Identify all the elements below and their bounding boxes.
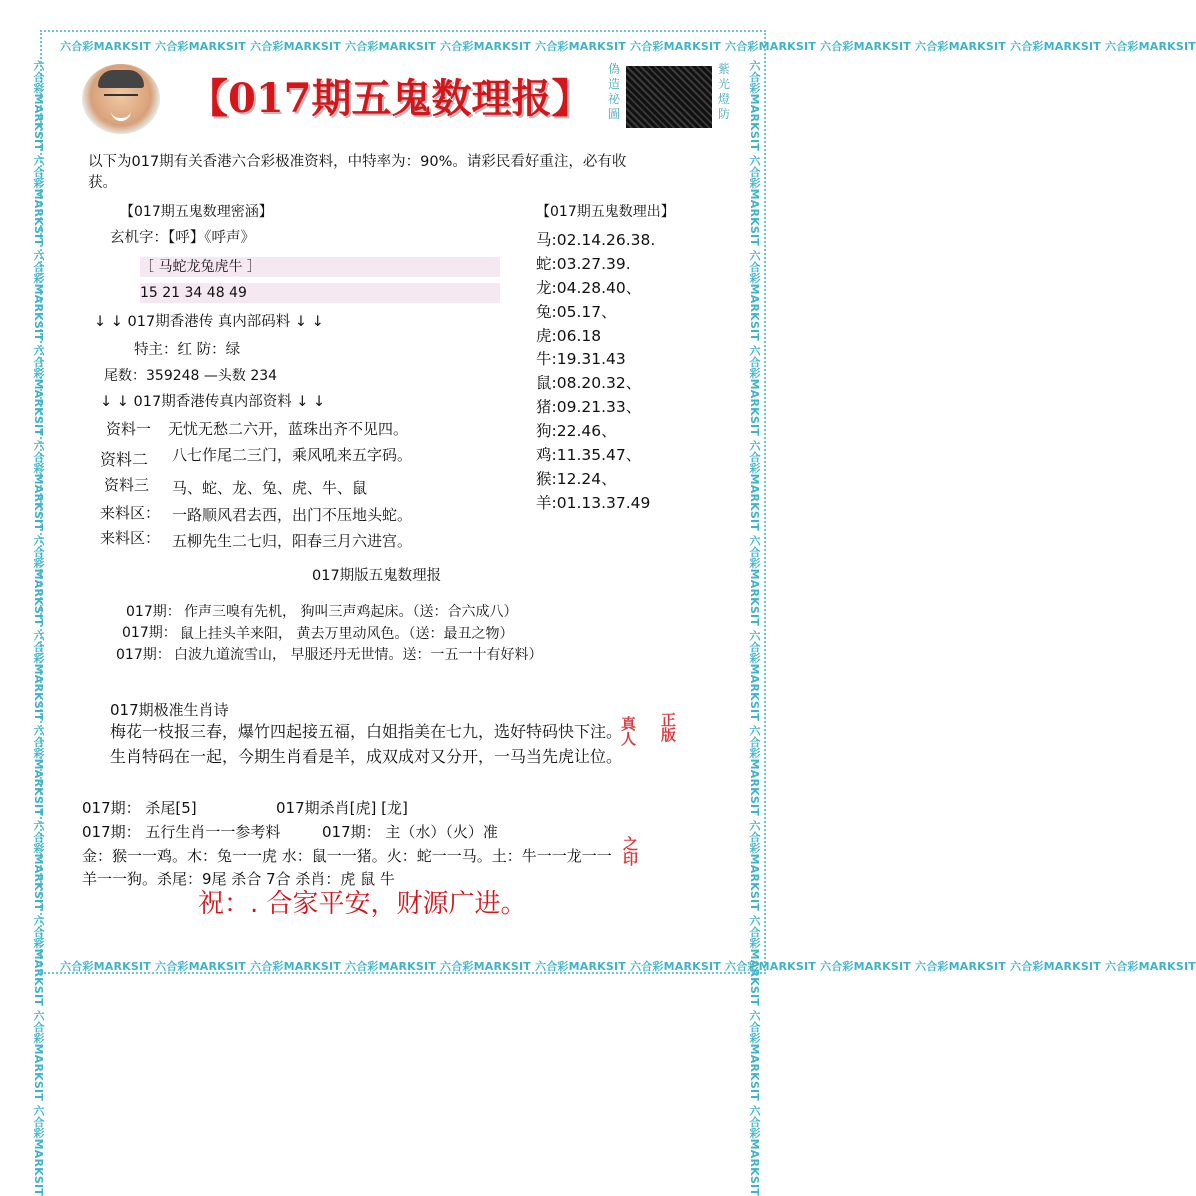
red-seal-stamp: 之印 [621, 836, 639, 866]
special-main-text: 特主：红 防：绿 [134, 342, 241, 358]
zodiac-set: ［ 马蛇龙兔虎牛 ］ [140, 257, 500, 277]
numbers-panel-heading: 【017期五鬼数理出】 [536, 204, 675, 220]
data-item-label: 来料区： [100, 504, 161, 522]
data-item-label: 来料区： [100, 529, 161, 547]
data-item-text: 八七作尾二三门，乘风吼来五字码。 [172, 446, 413, 464]
zodiac-number-row: 羊:01.13.37.49 [536, 494, 651, 512]
version-heading: 017期版五鬼数理报 [312, 568, 442, 584]
zodiac-number-row: 马:02.14.26.38. [536, 231, 656, 249]
tail-head-numbers: 尾数：359248 —头数 234 [104, 368, 278, 384]
zodiac-number-row: 蛇:03.27.39. [536, 255, 631, 273]
border-text-right: 六合彩MARKSIT 六合彩MARKSIT 六合彩MARKSIT 六合彩MARKSIT 六合彩MARKSIT 六合彩MARKSIT 六合彩MARKSIT 六合彩MARKSIT 六合彩MARKSIT 六合彩MARKSIT 六合彩MARKSIT 六合彩MARKSIT [748, 60, 761, 1196]
kill-zodiac-text: 017期杀肖[虎] [龙] [276, 799, 408, 817]
border-text-bottom: 六合彩MARKSIT 六合彩MARKSIT 六合彩MARKSIT 六合彩MARKSIT 六合彩MARKSIT 六合彩MARKSIT 六合彩MARKSIT 六合彩MARKSIT 六合彩MARKSIT 六合彩MARKSIT 六合彩MARKSIT 六合彩MARKSIT [60, 960, 1196, 973]
intro-line-2: 获。 [88, 175, 117, 191]
special-numbers: 15 21 34 48 49 [140, 283, 500, 303]
elements-line-2: 羊一一狗。杀尾：9尾 杀合 7合 杀肖：虎 鼠 牛 [82, 870, 395, 888]
insider2-heading: ↓ ↓ 017期香港传真内部资料 ↓ ↓ [100, 394, 326, 410]
version-line-text: 鼠上挂头羊来阳， 黄去万里动风色。（送：最丑之物） [180, 626, 514, 642]
zodiac-number-row: 猴:12.24、 [536, 470, 617, 488]
stamp-left-text: 偽造祕圖 [607, 62, 620, 121]
data-item-label: 资料三 [104, 476, 150, 494]
zodiac-number-row: 龙:04.28.40、 [536, 279, 642, 297]
stamp-right-text: 紫光燈防 [717, 62, 730, 121]
poem-line-1: 梅花一枝报三春，爆竹四起接五福，白姐指美在七九，选好特码快下注。 [110, 722, 623, 741]
zodiac-number-row: 兔:05.17、 [536, 303, 617, 321]
main-element-text: 017期： 主（水）（火）准 [322, 823, 498, 841]
five-elements-ref: 017期： 五行生肖一一参考料 [82, 823, 281, 841]
zodiac-number-row: 鸡:11.35.47、 [536, 446, 642, 464]
data-item-text: 马、蛇、龙、兔、虎、牛、鼠 [172, 479, 368, 497]
data-item-text: 无忧无愁二六开，蓝珠出齐不见四。 [168, 420, 409, 438]
zodiac-number-row: 虎:06.18 [536, 327, 602, 345]
zodiac-number-row: 鼠:08.20.32、 [536, 374, 642, 392]
kill-tail-text: 017期： 杀尾[5] [82, 799, 197, 817]
version-line-text: 白波九道流雪山， 早服还丹无世情。送：一五一十有好料） [174, 647, 543, 663]
data-item-label: 资料一 [106, 420, 152, 438]
poem-heading: 017期极准生肖诗 [110, 701, 229, 719]
border-text-left: 六合彩MARKSIT 六合彩MARKSIT 六合彩MARKSIT 六合彩MARKSIT 六合彩MARKSIT 六合彩MARKSIT 六合彩MARKSIT 六合彩MARKSIT 六合彩MARKSIT 六合彩MARKSIT 六合彩MARKSIT 六合彩MARKSIT [32, 60, 45, 1196]
zodiac-number-row: 牛:19.31.43 [536, 350, 626, 368]
qr-code-image [626, 66, 712, 128]
red-seal-stamp: 正版 [659, 712, 677, 742]
version-line-text: 作声三嗅有先机， 狗叫三声鸡起床。（送：合六成八） [184, 604, 518, 620]
red-seal-stamp: 真人 [619, 716, 637, 746]
page-title: 【017期五鬼数理报】 [188, 75, 592, 122]
version-line-label: 017期： [122, 625, 177, 641]
intro-line-1: 以下为017期有关香港六合彩极准资料，中特率为：90%。请彩民看好重注，必有收 [88, 154, 627, 170]
anti-counterfeit-stamp [604, 62, 744, 132]
zodiac-number-row: 猪:09.21.33、 [536, 398, 642, 416]
elements-line-1: 金：猴一一鸡。木：兔一一虎 水：鼠一一猪。火：蛇一一马。土：牛一一龙一一 [82, 847, 612, 865]
poem-line-2: 生肖特码在一起，今期生肖看是羊，成双成对又分开，一马当先虎让位。 [110, 747, 623, 766]
version-line-label: 017期： [126, 604, 181, 620]
secret-heading: 【017期五鬼数理密涵】 [120, 204, 273, 220]
blessing-text: 祝：. 合家平安，财源广进。 [198, 889, 527, 919]
version-line-label: 017期： [116, 647, 171, 663]
insider-heading: ↓ ↓ 017期香港传 真内部码料 ↓ ↓ [94, 314, 324, 330]
portrait-image [82, 64, 160, 134]
border-text-top: 六合彩MARKSIT 六合彩MARKSIT 六合彩MARKSIT 六合彩MARKSIT 六合彩MARKSIT 六合彩MARKSIT 六合彩MARKSIT 六合彩MARKSIT 六合彩MARKSIT 六合彩MARKSIT 六合彩MARKSIT 六合彩MARKSIT [60, 40, 1196, 53]
data-item-text: 一路顺风君去西，出门不压地头蛇。 [172, 506, 413, 524]
xuanji-text: 玄机字：【呼】《呼声》 [110, 230, 255, 246]
data-item-text: 五柳先生二七归，阳春三月六进宫。 [172, 532, 413, 550]
zodiac-number-row: 狗:22.46、 [536, 422, 617, 440]
data-item-label: 资料二 [100, 450, 149, 469]
